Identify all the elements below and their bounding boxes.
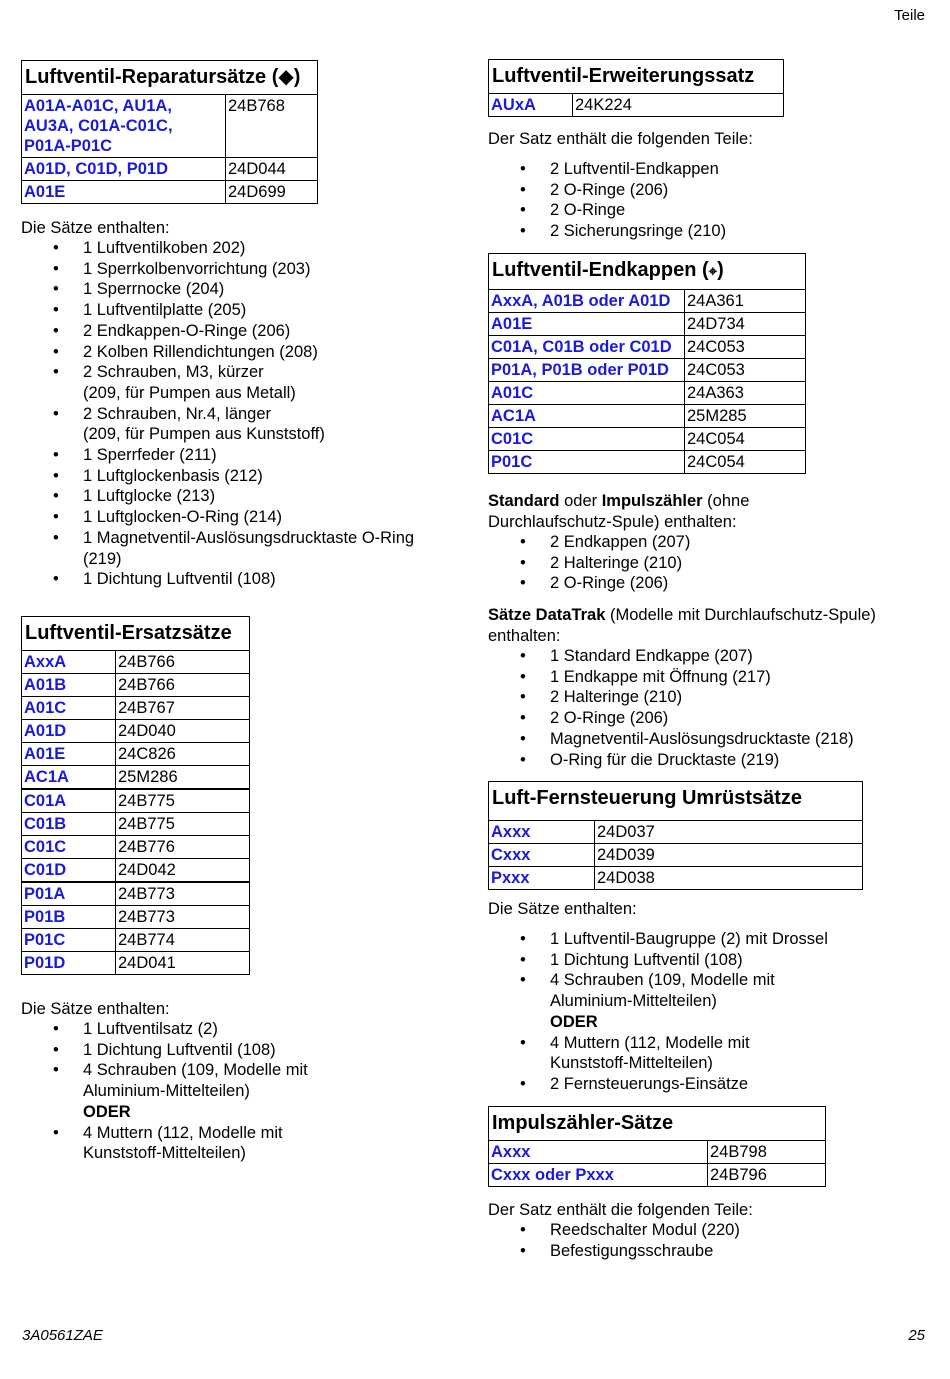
model-code: A01D: [22, 720, 116, 743]
repair-intro: Die Sätze enthalten:: [21, 219, 170, 237]
model-code: AUxA: [489, 94, 573, 117]
model-code: P01C: [489, 451, 685, 474]
table-row: [489, 290, 806, 313]
table-row: [22, 882, 250, 906]
part-number: 24C054: [685, 428, 806, 451]
table-row: [22, 743, 250, 766]
replacement-kits-table: [21, 616, 250, 975]
model-code: AxxA, A01B oder A01D: [489, 290, 685, 313]
standard-label: Standard: [488, 492, 560, 510]
table-row: [22, 720, 250, 743]
part-number: 24B768: [226, 95, 318, 158]
table-title-text: Luftventil-Endkappen (: [492, 259, 709, 281]
table-row: [489, 313, 806, 336]
list-item: • 2 O-Ringe (206): [488, 708, 928, 729]
list-item: • 1 Sperrfeder (211): [21, 445, 451, 466]
table-title-end: ): [717, 259, 724, 281]
list-item: • 4 Muttern (112, Modelle mit: [21, 1123, 451, 1144]
list-item-or: ODER: [550, 1012, 598, 1031]
part-number: 24D699: [226, 181, 318, 204]
model-code: Pxxx: [489, 867, 595, 890]
part-number: 24C053: [685, 336, 806, 359]
model-code: P01D: [22, 952, 116, 975]
part-number: 24D038: [595, 867, 863, 890]
model-code: A01C: [22, 697, 116, 720]
standard-kit-intro: [488, 491, 928, 532]
repair-kit-contents: [21, 238, 451, 590]
list-item: • 1 Luftglocken-O-Ring (214): [21, 507, 451, 528]
table-row: [22, 158, 318, 181]
part-number: 24B773: [116, 906, 250, 929]
list-item: • 1 Dichtung Luftventil (108): [21, 569, 451, 590]
model-code: C01A: [22, 789, 116, 813]
table-title: Luft-Fernsteuerung Umrüstsätze: [489, 782, 863, 821]
table-row: [22, 906, 250, 929]
part-number: 24B767: [116, 697, 250, 720]
repair-kits-table: [21, 60, 318, 204]
list-item: • 4 Schrauben (109, Modelle mit: [488, 970, 928, 991]
part-number: 24D039: [595, 844, 863, 867]
list-item: • 1 Luftglocke (213): [21, 486, 451, 507]
list-item: • 1 Luftventil-Baugruppe (2) mit Drossel: [488, 929, 928, 950]
list-item: • 2 Sicherungsringe (210): [488, 221, 928, 242]
remote-kit-contents: [488, 929, 928, 1095]
table-row: [22, 813, 250, 836]
part-number: 24D042: [116, 859, 250, 883]
table-row: [489, 844, 863, 867]
table-title: [489, 254, 806, 290]
table-row: [22, 859, 250, 883]
model-code: C01B: [22, 813, 116, 836]
list-item: • Magnetventil-Auslösungsdrucktaste (218): [488, 729, 928, 750]
list-item: • 2 Luftventil-Endkappen: [488, 159, 928, 180]
model-code: A01A-A01C, AU1A, AU3A, C01A-C01C, P01A-P01C: [22, 95, 226, 158]
model-code: C01D: [22, 859, 116, 883]
table-row: [489, 867, 863, 890]
page-number: 25: [908, 1327, 925, 1344]
remote-conversion-table: [488, 781, 863, 890]
part-number: 24B776: [116, 836, 250, 859]
pulse-intro: Der Satz enthält die folgenden Teile:: [488, 1201, 753, 1219]
list-item: • 2 Schrauben, M3, kürzer: [21, 362, 451, 383]
list-item: • 1 Endkappe mit Öffnung (217): [488, 667, 928, 688]
part-number: 24D037: [595, 821, 863, 844]
table-row: [22, 674, 250, 697]
replacement-intro: Die Sätze enthalten:: [21, 1000, 170, 1018]
part-number: 24D734: [685, 313, 806, 336]
pulse-label: Impulszähler: [601, 492, 703, 510]
list-item: • Reedschalter Modul (220): [488, 1220, 928, 1241]
part-number: 24B798: [708, 1141, 826, 1164]
model-code: Cxxx: [489, 844, 595, 867]
model-code: A01D, C01D, P01D: [22, 158, 226, 181]
table-row: [22, 181, 318, 204]
model-code: P01B: [22, 906, 116, 929]
model-code: A01B: [22, 674, 116, 697]
table-row: [489, 382, 806, 405]
list-item: • O-Ring für die Drucktaste (219): [488, 750, 928, 771]
list-item: • 1 Standard Endkappe (207): [488, 646, 928, 667]
section-label: Teile: [894, 7, 925, 24]
list-item: • Befestigungsschraube: [488, 1241, 928, 1262]
list-item: • 1 Dichtung Luftventil (108): [488, 950, 928, 971]
list-item-or: ODER: [83, 1102, 131, 1121]
part-number: 24B773: [116, 882, 250, 906]
model-code: P01A: [22, 882, 116, 906]
part-number: 24A363: [685, 382, 806, 405]
expansion-kit-contents: [488, 159, 928, 242]
datatrak-kit-contents: [488, 646, 928, 770]
list-item: • 2 Schrauben, Nr.4, länger: [21, 404, 451, 425]
list-item-continuation: (209, für Pumpen aus Metall): [83, 383, 296, 402]
part-number: 25M286: [116, 766, 250, 790]
standard-text: oder: [559, 492, 602, 510]
table-row: [489, 1141, 826, 1164]
list-item: • 1 Sperrkolbenvorrichtung (203): [21, 259, 451, 280]
table-row: [22, 789, 250, 813]
model-code: Cxxx oder Pxxx: [489, 1164, 708, 1187]
standard-text-2: (ohne: [702, 492, 750, 510]
part-number: 24C053: [685, 359, 806, 382]
list-item: • 2 O-Ringe: [488, 200, 928, 221]
part-number: 24D044: [226, 158, 318, 181]
table-row: [22, 929, 250, 952]
replacement-kit-contents: [21, 1019, 451, 1164]
model-code: AC1A: [489, 405, 685, 428]
part-number: 24B775: [116, 813, 250, 836]
list-item: • 1 Luftglockenbasis (212): [21, 466, 451, 487]
part-number: 24A361: [685, 290, 806, 313]
list-item-continuation: Kunststoff-Mittelteilen): [83, 1144, 246, 1163]
model-code: C01A, C01B oder C01D: [489, 336, 685, 359]
datatrak-kit-intro: [488, 605, 933, 646]
list-item-continuation: (209, für Pumpen aus Kunststoff): [83, 425, 325, 444]
end-cap-symbol-icon: ⌖: [708, 263, 718, 280]
model-code: A01E: [22, 181, 226, 204]
table-row: [489, 336, 806, 359]
table-row: [22, 836, 250, 859]
table-row: [489, 1164, 826, 1187]
list-item-continuation: Aluminium-Mittelteilen): [83, 1082, 250, 1101]
part-number: 24D040: [116, 720, 250, 743]
list-item-continuation: Aluminium-Mittelteilen): [550, 992, 717, 1011]
model-code: A01E: [22, 743, 116, 766]
part-number: 24B796: [708, 1164, 826, 1187]
table-title: Luftventil-Reparatursätze (◆): [22, 61, 318, 95]
list-item: • 2 O-Ringe (206): [488, 573, 928, 594]
document-id: 3A0561ZAE: [22, 1327, 103, 1344]
part-number: 24B766: [116, 651, 250, 674]
list-item: • 4 Schrauben (109, Modelle mit: [21, 1060, 451, 1081]
table-row: [489, 94, 784, 117]
table-row: [489, 451, 806, 474]
pulse-counter-table: [488, 1106, 826, 1187]
table-title: Impulszähler-Sätze: [489, 1107, 826, 1141]
table-row: [22, 651, 250, 674]
model-code: P01C: [22, 929, 116, 952]
table-row: [489, 359, 806, 382]
standard-kit-contents: [488, 532, 928, 594]
model-code: Axxx: [489, 821, 595, 844]
table-row: [489, 821, 863, 844]
list-item: • 2 Halteringe (210): [488, 687, 928, 708]
model-code: P01A, P01B oder P01D: [489, 359, 685, 382]
table-title: Luftventil-Erweiterungssatz: [489, 60, 784, 94]
model-code: C01C: [489, 428, 685, 451]
table-row: [22, 95, 318, 158]
list-item: • 4 Muttern (112, Modelle mit: [488, 1033, 928, 1054]
part-number: 24K224: [573, 94, 784, 117]
remote-intro: Die Sätze enthalten:: [488, 900, 637, 918]
expansion-intro: Der Satz enthält die folgenden Teile:: [488, 130, 753, 148]
standard-text-3: Durchlaufschutz-Spule) enthalten:: [488, 512, 737, 531]
part-number: 24C054: [685, 451, 806, 474]
model-code: A01C: [489, 382, 685, 405]
table-row: [22, 697, 250, 720]
datatrak-text: (Modelle mit Durchlaufschutz-Spule): [605, 606, 876, 624]
part-number: 24C826: [116, 743, 250, 766]
list-item-continuation: Kunststoff-Mittelteilen): [550, 1054, 713, 1073]
list-item: • 1 Luftventilkoben 202): [21, 238, 451, 259]
part-number: 24B774: [116, 929, 250, 952]
table-row: [489, 428, 806, 451]
list-item: • 1 Luftventilsatz (2): [21, 1019, 451, 1040]
model-code: AC1A: [22, 766, 116, 790]
datatrak-label: Sätze DataTrak: [488, 606, 606, 624]
model-code: A01E: [489, 313, 685, 336]
list-item: • 1 Magnetventil-Auslösungsdrucktaste O-Ring: [21, 528, 451, 549]
list-item: • 1 Luftventilplatte (205): [21, 300, 451, 321]
datatrak-text-2: enthalten:: [488, 626, 561, 645]
list-item: • 1 Dichtung Luftventil (108): [21, 1040, 451, 1061]
list-item: • 1 Sperrnocke (204): [21, 279, 451, 300]
list-item: • 2 Kolben Rillendichtungen (208): [21, 342, 451, 363]
table-row: [22, 766, 250, 790]
part-number: 24B775: [116, 789, 250, 813]
part-number: 25M285: [685, 405, 806, 428]
end-caps-table: [488, 253, 806, 474]
list-item: • 2 Endkappen (207): [488, 532, 928, 553]
table-row: [22, 952, 250, 975]
list-item-continuation: (219): [83, 549, 122, 568]
list-item: • 2 Endkappen-O-Ringe (206): [21, 321, 451, 342]
model-code: Axxx: [489, 1141, 708, 1164]
list-item: • 2 Halteringe (210): [488, 553, 928, 574]
table-row: [489, 405, 806, 428]
list-item: • 2 O-Ringe (206): [488, 180, 928, 201]
expansion-kit-table: [488, 59, 784, 117]
list-item: • 2 Fernsteuerungs-Einsätze: [488, 1074, 928, 1095]
part-number: 24D041: [116, 952, 250, 975]
model-code: AxxA: [22, 651, 116, 674]
part-number: 24B766: [116, 674, 250, 697]
table-title: Luftventil-Ersatzsätze: [22, 617, 250, 651]
model-code: C01C: [22, 836, 116, 859]
pulse-kit-contents: [488, 1220, 928, 1261]
